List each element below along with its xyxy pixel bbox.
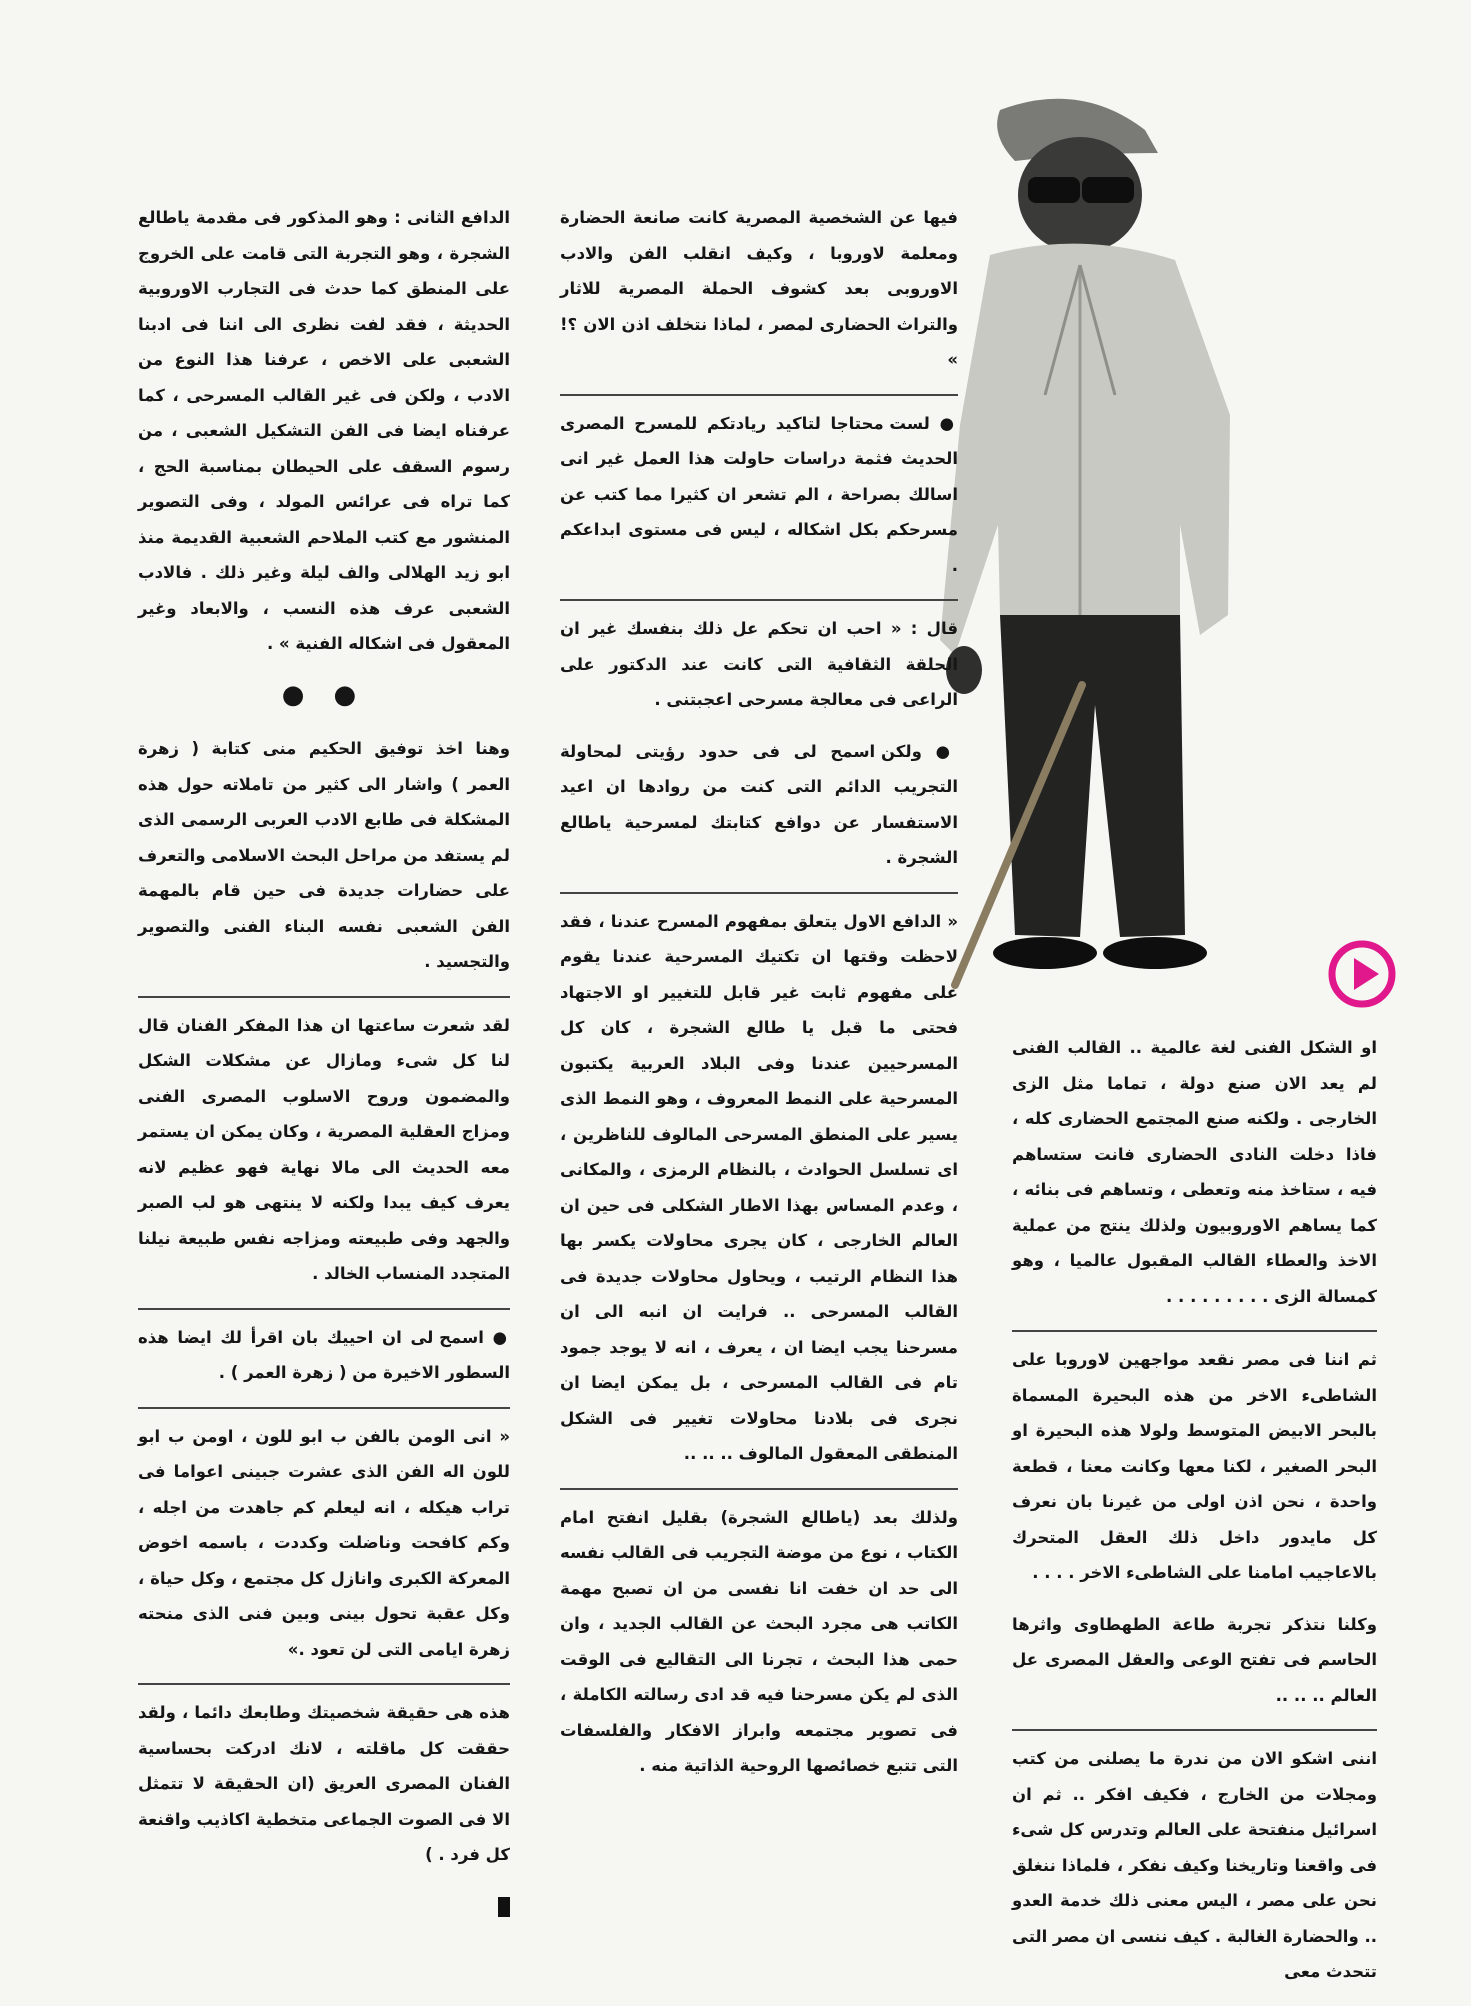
paragraph: لقد شعرت ساعتها ان هذا المفكر الفنان قال لنا كل شىء ومازال عن مشكلات الشكل والمضمون وروح الاسلوب المصرى الفنى ومزاج العقلية المصرية ، وكان يمكن ان يستمر معه الحديث الى مالا نهاية فهو عظيم لانه يعرف كيف يبدا ولكنه لا ينتهى هو لب الصبر والجهد وفى طبيعته ومزاجه نفس طبيعة نيلنا المتجدد المنساب الخالد . — [138, 996, 510, 1292]
play-icon — [1328, 940, 1396, 1008]
paragraph: هذه هى حقيقة شخصيتك وطابعك دائما ، ولقد حققت كل ماقلته ، لانك ادركت بحساسية الفنان المصرى العريق (ان الحقيقة لا تتمثل الا فى الصوت الجماعى متخطية اكاذيب واقنعة كل فرد . ) — [138, 1683, 510, 1873]
portrait-photo — [930, 95, 1400, 1005]
article-column-left — [138, 200, 510, 1924]
question-paragraph: ● اسمح لى ان احييك بان اقرأ لك ايضا هذه السطور الاخيرة من ( زهرة العمر ) . — [138, 1308, 510, 1391]
paragraph: وكلنا نتذكر تجربة طاعة الطهطاوى واثرها الحاسم فى تفتح الوعى والعقل المصرى عل العالم .. .. .. — [1012, 1614, 1377, 1705]
section-separator: ● ● — [281, 679, 367, 710]
question-paragraph: ● لست محتاجا لتاكيد ريادتكم للمسرح المصرى الحديث فثمة دراسات حاولت هذا العمل غير انى اسالك بصراحة ، الم تشعر ان كثيرا مما كتب عن مسرحكم بكل اشكاله ، ليس فى مستوى ابداعكم . — [560, 394, 958, 584]
end-square-icon — [498, 1897, 510, 1917]
quote-paragraph: « انى الومن بالفن ب ابو للون ، اومن ب ابو للون اله الفن الذى عشرت جبينى اعواما فى تراب هيكله ، انه ليعلم كم جاهدت من اجله ، وكم كافحت وناضلت وكددت ، باسمه اخوض المعركة الكبرى وانازل كل مجتمع ، وكل حياة ، وكل عقبة تحول بينى وبين فنى الذى منحته زهرة ايامى التى لن تعود .» — [138, 1407, 510, 1668]
paragraph: ثم اننا فى مصر نقعد مواجهين لاوروبا على الشاطىء الاخر من هذه البحيرة المسماة بالبحر الابيض المتوسط ولولا هذه البحيرة او البحر الصغير ، لكنا معها وكانت معنا ، قطعة واحدة ، نحن اذن اولى من غيرنا بان نعرف كل مايدور داخل ذلك العقل المتحرك بالاعاجيب امامنا على الشاطىء الاخر . . . . — [1012, 1330, 1377, 1591]
article-column-middle — [560, 200, 958, 1800]
paragraph: او الشكل الفنى لغة عالمية .. القالب الفنى لم يعد الان صنع دولة ، تماما مثل الزى الخارجى . ولكنه صنع المجتمع الحضارى كله ، فاذا دخلت النادى الحضارى فانت ستساهم فيه ، ستاخذ منه وتعطى ، وتساهم فى بنائه ، كما يساهم الاوروبيون ولذلك ينتج من عملية الاخذ والعطاء القالب المقبول عالميا ، وهو كمسالة الزى . . . . . . . . . — [1012, 1038, 1377, 1306]
question-paragraph: ● ولكن اسمح لى فى حدود رؤيتى لمحاولة التجريب الدائم التى كنت من روادها ان اعيد الاستفسار عن دوافع كتابتك لمسرحية ياطالع الشجرة . — [560, 734, 958, 876]
paragraph: فيها عن الشخصية المصرية كانت صانعة الحضارة ومعلمة لاوروبا ، وكيف انقلب الفن والادب الاوروبى بعد كشوف الحملة المصرية للاثار والتراث الحضارى لمصر ، لماذا نتخلف اذن الان ؟! » — [560, 208, 958, 369]
paragraph: الدافع الثانى : وهو المذكور فى مقدمة ياطالع الشجرة ، وهو التجربة التى قامت على الخروج على المنطق كما حدث فى التجارب الاوروبية الحديثة ، فقد لفت نظرى الى اننا فى ادبنا الشعبى على الاخص ، عرفنا هذا النوع من الادب ، ولكن فى غير القالب المسرحى ، كما عرفناه ايضا فى الفن التشكيل الشعبى ، من رسوم السقف على الحيطان بمناسبة الحج ، كما تراه فى عرائس المولد ، وفى التصوير المنشور مع كتب الملاحم الشعبية القديمة منذ ابو زيد الهلالى والف ليلة وغير ذلك . فالادب الشعبى عرف هذه النسب ، والابعاد وغير المعقول فى اشكاله الفنية » . — [138, 208, 510, 653]
article-column-right — [1012, 1030, 1377, 2006]
paragraph: اننى اشكو الان من ندرة ما يصلنى من كتب ومجلات من الخارج ، فكيف افكر .. ثم ان اسرائيل منفتحة على العالم وتدرس كل شىء فى واقعنا وتاريخنا وكيف نفكر ، فلماذا ننغلق نحن على مصر ، اليس معنى ذلك خدمة العدو .. والحضارة الغالبة . كيف ننسى ان مصر التى تتحدث معى — [1012, 1729, 1377, 1990]
paragraph: ولذلك بعد (ياطالع الشجرة) بقليل انفتح امام الكتاب ، نوع من موضة التجريب فى القالب نفسه الى حد ان خفت انا نفسى من ان تصبح مهمة الكاتب هى مجرد البحث عن القالب الجديد ، وان حمى هذا البحث ، تجرنا الى التقاليع فى الوقت الذى لم يكن مسرحنا فيه قد ادى رسالته الكاملة ، فى تصوير مجتمعه وابراز الافكار والفلسفات التى تتبع خصائصها الروحية الذاتية منه . — [560, 1488, 958, 1784]
paragraph: وهنا اخذ توفيق الحكيم منى كتابة ( زهرة العمر ) واشار الى كثير من تاملاته حول هذه المشكلة فى طابع الادب العربى الرسمى الذى لم يستفد من مراحل البحث الاسلامى والتعرف على حضارات جديدة فى حين قام بالمهمة الفن الشعبى نفسه البناء الفنى والتصوير والتجسيد . — [138, 739, 510, 971]
paragraph: « الدافع الاول يتعلق بمفهوم المسرح عندنا ، فقد لاحظت وقتها ان تكتيك المسرحية عندنا يقوم على مفهوم ثابت غير قابل للتغيير او الاجتهاد فحتى ما قبل يا طالع الشجرة ، كان كل المسرحيين عندنا وفى البلاد العربية يكتبون المسرحية على النمط المعروف ، وهو النمط الذى يسير على المنطق المسرحى المالوف للناظرين ، اى تسلسل الحوادث ، بالنظام الرمزى ، والمكانى ، وعدم المساس بهذا الاطار الشكلى فى حين ان العالم الخارجى ، كان يجرى محاولات يكسر بها هذا النظام الرتيب ، ويحاول محاولات جديدة فى القالب المسرحى .. فرايت ان انبه الى ان مسرحنا يجب ايضا ان ، يعرف ، انه لا يوجد جمود تام فى القالب المسرحى ، بل يمكن ايضا ان نجرى فى بلادنا محاولات تغيير فى الشكل المنطقى المعقول المالوف .. .. .. — [560, 892, 958, 1472]
paragraph: قال : « احب ان تحكم عل ذلك بنفسك غير ان الحلقة الثقافية التى كانت عند الدكتور على الراعى فى معالجة مسرحى اعجبتنى . — [560, 599, 958, 718]
